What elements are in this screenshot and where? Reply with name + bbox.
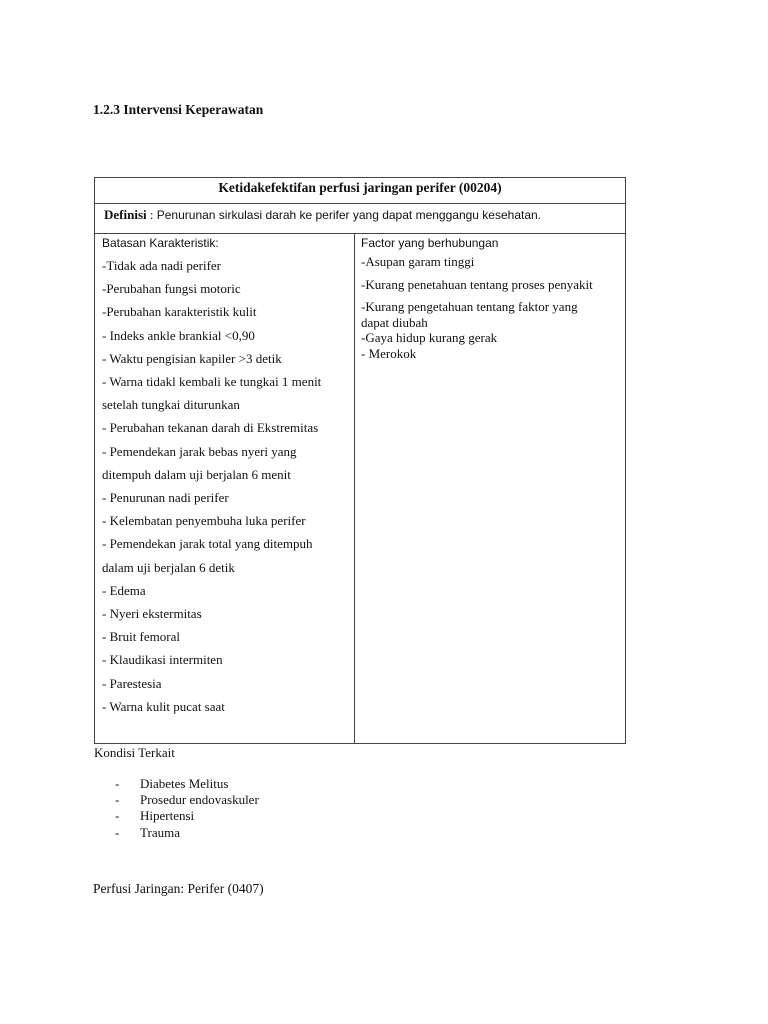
list-item: - Warna kulit pucat saat — [102, 698, 225, 714]
list-item: dalam uji berjalan 6 detik — [102, 559, 235, 575]
list-item — [115, 776, 259, 792]
definition-label: Definisi — [104, 207, 147, 222]
perfusi-jaringan-heading: Perfusi Jaringan: Perifer (0407) — [93, 881, 264, 896]
list-item: -Gaya hidup kurang gerak — [361, 330, 498, 345]
definition-row — [95, 204, 625, 234]
list-item-text: Prosedur endovaskuler — [140, 792, 259, 808]
list-item: - Merokok — [361, 345, 417, 361]
list-item: -Perubahan karakteristik kulit — [102, 304, 257, 320]
kondisi-terkait-list — [115, 776, 259, 841]
right-column-header: Factor yang berhubungan — [361, 236, 499, 250]
list-item — [115, 808, 259, 824]
table-title: Ketidakefektifan perfusi jaringan perifer (00204) — [95, 178, 625, 204]
list-item: - Pemendekan jarak bebas nyeri yang — [102, 443, 297, 459]
faktor-list — [361, 254, 625, 361]
list-item-text: Diabetes Melitus — [140, 776, 229, 791]
list-item: -Perubahan fungsi motoric — [102, 281, 241, 297]
list-item — [115, 792, 259, 808]
faktor-berhubungan-column — [355, 234, 625, 744]
bullet-dash: - — [115, 776, 120, 791]
bullet-dash: - — [115, 808, 120, 824]
list-item: - Parestesia — [102, 675, 162, 691]
batasan-karakteristik-column — [95, 234, 355, 744]
list-item: - Waktu pengisian kapiler >3 detik — [102, 350, 282, 366]
section-heading: 1.2.3 Intervensi Keperawatan — [93, 102, 264, 117]
definition-text: Penurunan sirkulasi darah ke perifer yang dapat menggangu kesehatan. — [156, 208, 542, 222]
list-item — [115, 825, 259, 841]
left-column-header: Batasan Karakteristik: — [102, 236, 219, 250]
list-item: - Edema — [102, 582, 146, 598]
list-item: - Nyeri ekstermitas — [102, 606, 202, 622]
list-item: - Kelembatan penyembuha luka perifer — [102, 513, 306, 529]
list-item: -Kurang penetahuan tentang proses penyakit — [361, 276, 593, 292]
list-item: - Indeks ankle brankial <0,90 — [102, 327, 255, 343]
list-item-text: Hipertensi — [140, 808, 195, 824]
bullet-dash: - — [115, 792, 120, 808]
list-item: - Perubahan tekanan darah di Ekstremitas — [102, 420, 319, 436]
batasan-list — [102, 254, 354, 718]
list-item: dapat diubah — [361, 314, 428, 330]
list-item: -Kurang pengetahuan tentang faktor yang — [361, 299, 578, 314]
list-item: - Pemendekan jarak total yang ditempuh — [102, 536, 313, 552]
definition-separator: : — [146, 207, 157, 222]
list-item: - Klaudikasi intermiten — [102, 652, 223, 668]
list-item-text: Trauma — [140, 824, 180, 840]
list-item: - Warna tidakl kembali ke tungkai 1 menit — [102, 374, 322, 390]
diagnosis-table — [94, 177, 626, 744]
kondisi-terkait-title: Kondisi Terkait — [94, 745, 175, 760]
list-item: - Bruit femoral — [102, 629, 180, 645]
list-item: -Tidak ada nadi perifer — [102, 258, 222, 273]
list-item: -Asupan garam tinggi — [361, 254, 475, 269]
bullet-dash: - — [115, 824, 120, 840]
list-item: ditempuh dalam uji berjalan 6 menit — [102, 466, 291, 482]
list-item: setelah tungkai diturunkan — [102, 397, 240, 413]
list-item: - Penurunan nadi perifer — [102, 490, 229, 506]
